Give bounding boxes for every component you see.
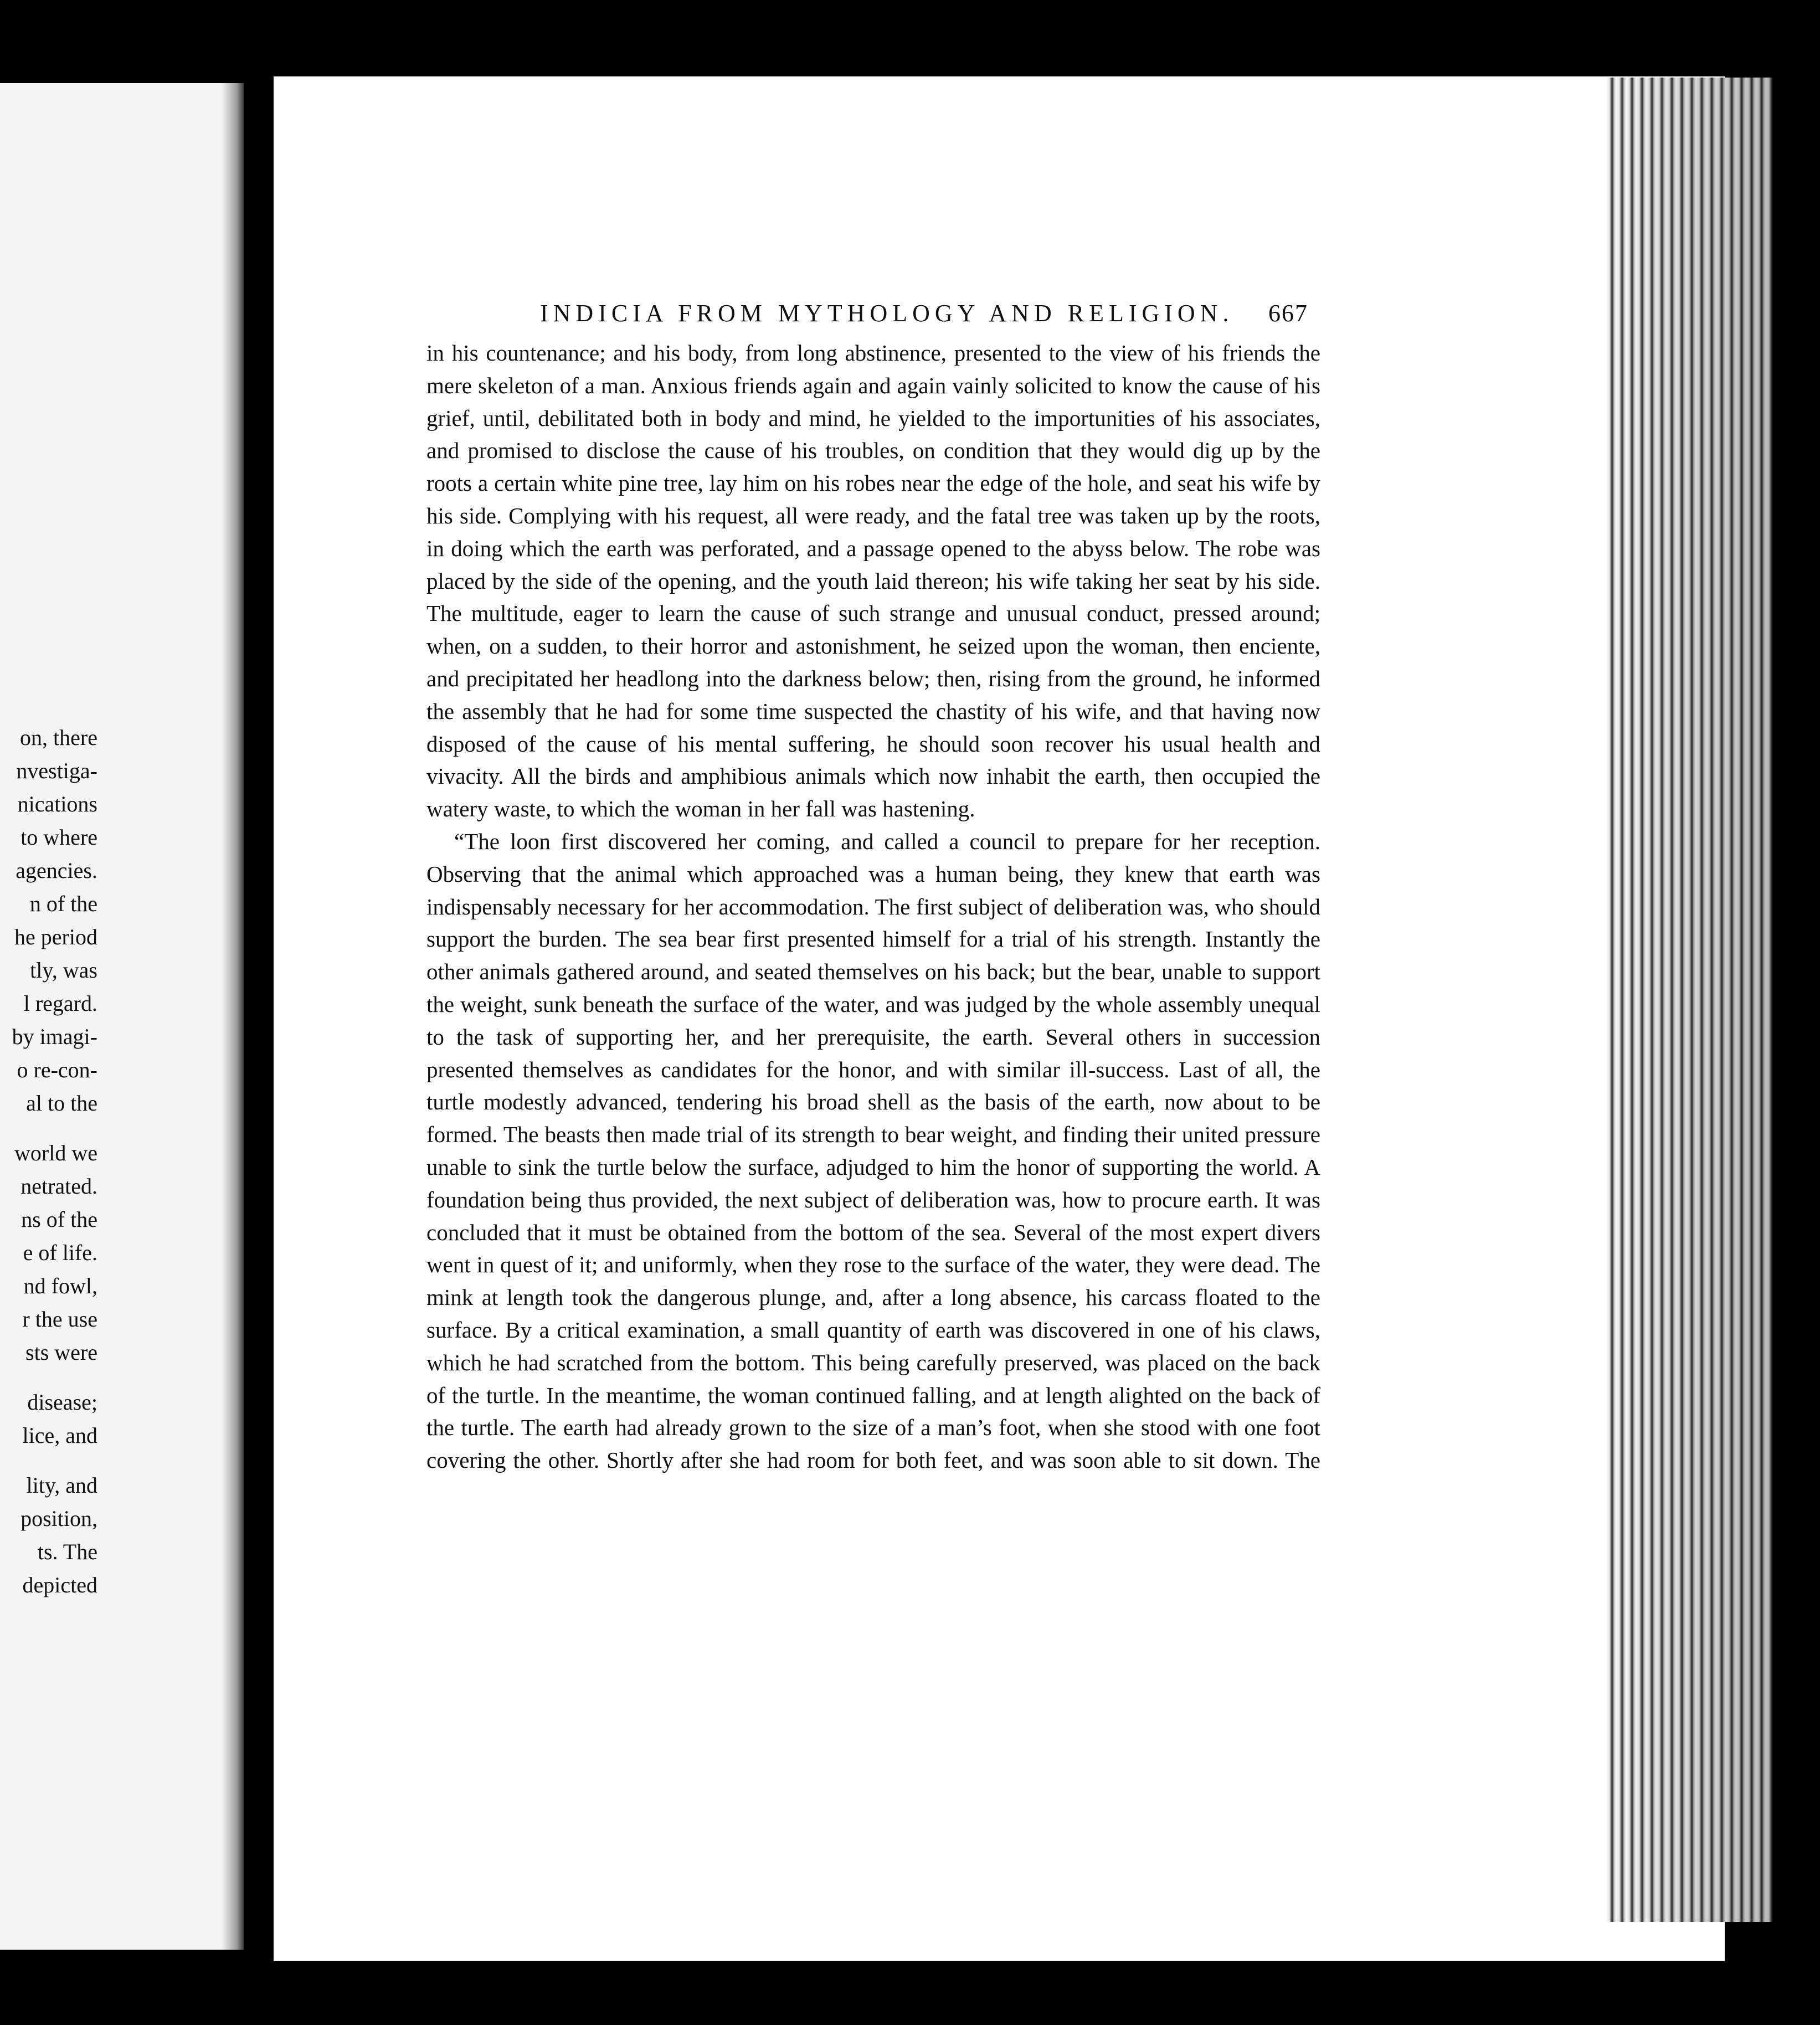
- left-page-line: r the use: [22, 1307, 97, 1332]
- left-page-line: o re-con-: [17, 1057, 97, 1082]
- left-page-line: netrated.: [20, 1174, 97, 1199]
- left-page-line: agencies.: [16, 858, 97, 883]
- left-page-line: tly, was: [30, 958, 97, 983]
- left-page-gap: [0, 1120, 97, 1137]
- left-page-line: to where: [20, 825, 97, 850]
- left-page-line: nd fowl,: [23, 1273, 97, 1298]
- left-page-line: position,: [20, 1506, 97, 1531]
- left-page-line: depicted: [22, 1572, 97, 1597]
- left-page-gutter-shadow: [222, 83, 244, 1950]
- page-number: 667: [1268, 300, 1308, 327]
- left-page-line: on, there: [20, 725, 97, 750]
- paragraph-2: “The loon first discovered her coming, and called a council to prepare for her reception. Observing that the animal which approached was a human being, they knew that earth was indispensably necessary for her accommodation. The first subject of deliberation was, who should support the burden. The sea bear first presented himself for a trial of his strength. Instantly the other animals gathered around, and seated themselves on his back; but the bear, unable to support the weight, sunk beneath the surface of the water, and was judged by the whole assembly unequal to the task of supporting her, and her prerequisite, the earth. Several others in succession presented themselves as candidates for the honor, and with similar ill-success. Last of all, the turtle modestly advanced, tendering his broad shell as the basis of the earth, now about to be formed. The beasts then made trial of its strength to bear weight, and finding their united pressure unable to sink the turtle below the surface, adjudged to him the honor of supporting the world. A foundation being thus provided, the next subject of deliberation was, how to procure earth. It was concluded that it must be obtained from the bottom of the sea. Several of the most expert divers went in quest of it; and uniformly, when they rose to the surface of the water, they were dead. The mink at length took the dangerous plunge, and, after a long absence, his carcass floated to the surface. By a critical examination, a small quantity of earth was discovered in one of his claws, which he had scratched from the bottom. This being carefully preserved, was placed on the back of the turtle. In the meantime, the woman continued falling, and at length alighted on the back of the turtle. The earth had already grown to the size of a man’s foot, when she stood with one foot covering the other. Shortly after she had room for both feet, and was soon able to sit down. The: [426, 828, 1320, 1473]
- page-edges: [1606, 78, 1772, 1922]
- page-edges-shade: [1606, 78, 1772, 1922]
- left-page-line: disease;: [27, 1390, 97, 1415]
- left-page-line: by imagi-: [12, 1024, 97, 1049]
- left-page-line: nvestiga-: [16, 758, 97, 783]
- left-page-line: nications: [17, 792, 97, 816]
- left-page-line: l regard.: [23, 991, 97, 1016]
- body-text: [426, 337, 1320, 1477]
- left-page-line: ts. The: [37, 1539, 97, 1564]
- paragraph-1: in his countenance; and his body, from long abstinence, presented to the view of his friends the mere skeleton of a man. Anxious friends again and again vainly solicited to know the cause of his grief, until, debilitated both in body and mind, he yielded to the importunities of his associates, and promised to disclose the cause of his troubles, on condition that they would dig up by the roots a certain white pine tree, lay him on his robes near the edge of the hole, and seat his wife by his side. Complying with his request, all were ready, and the fatal tree was taken up by the roots, in doing which the earth was perforated, and a passage opened to the abyss below. The robe was placed by the side of the opening, and the youth laid thereon; his wife taking her seat by his side. The multitude, eager to learn the cause of such strange and unusual conduct, pressed around; when, on a sudden, to their horror and astonishment, he seized upon the woman, then enciente, and precipitated her headlong into the darkness below; then, rising from the ground, he informed the assembly that he had for some time suspected the chastity of his wife, and that having now disposed of the cause of his mental suffering, he should soon recover his usual health and vivacity. All the birds and amphibious animals which now inhabit the earth, then occupied the watery waste, to which the woman in her fall was hastening.: [426, 340, 1320, 822]
- left-page-gap: [0, 1452, 97, 1469]
- left-page-line: e of life.: [23, 1240, 97, 1265]
- left-page-line: sts were: [25, 1340, 97, 1365]
- left-page-line: ns of the: [21, 1207, 97, 1232]
- left-page-line: al to the: [26, 1091, 97, 1116]
- left-page-text-fragments: [0, 721, 97, 1602]
- left-page-line: n of the: [29, 891, 97, 916]
- left-page-line: lity, and: [26, 1473, 97, 1498]
- running-head: INDICIA FROM MYTHOLOGY AND RELIGION.: [540, 300, 1234, 327]
- left-page-line: world we: [14, 1140, 97, 1165]
- left-page-gap: [0, 1369, 97, 1386]
- left-page-line: lice, and: [22, 1423, 97, 1448]
- left-page-line: he period: [14, 924, 97, 949]
